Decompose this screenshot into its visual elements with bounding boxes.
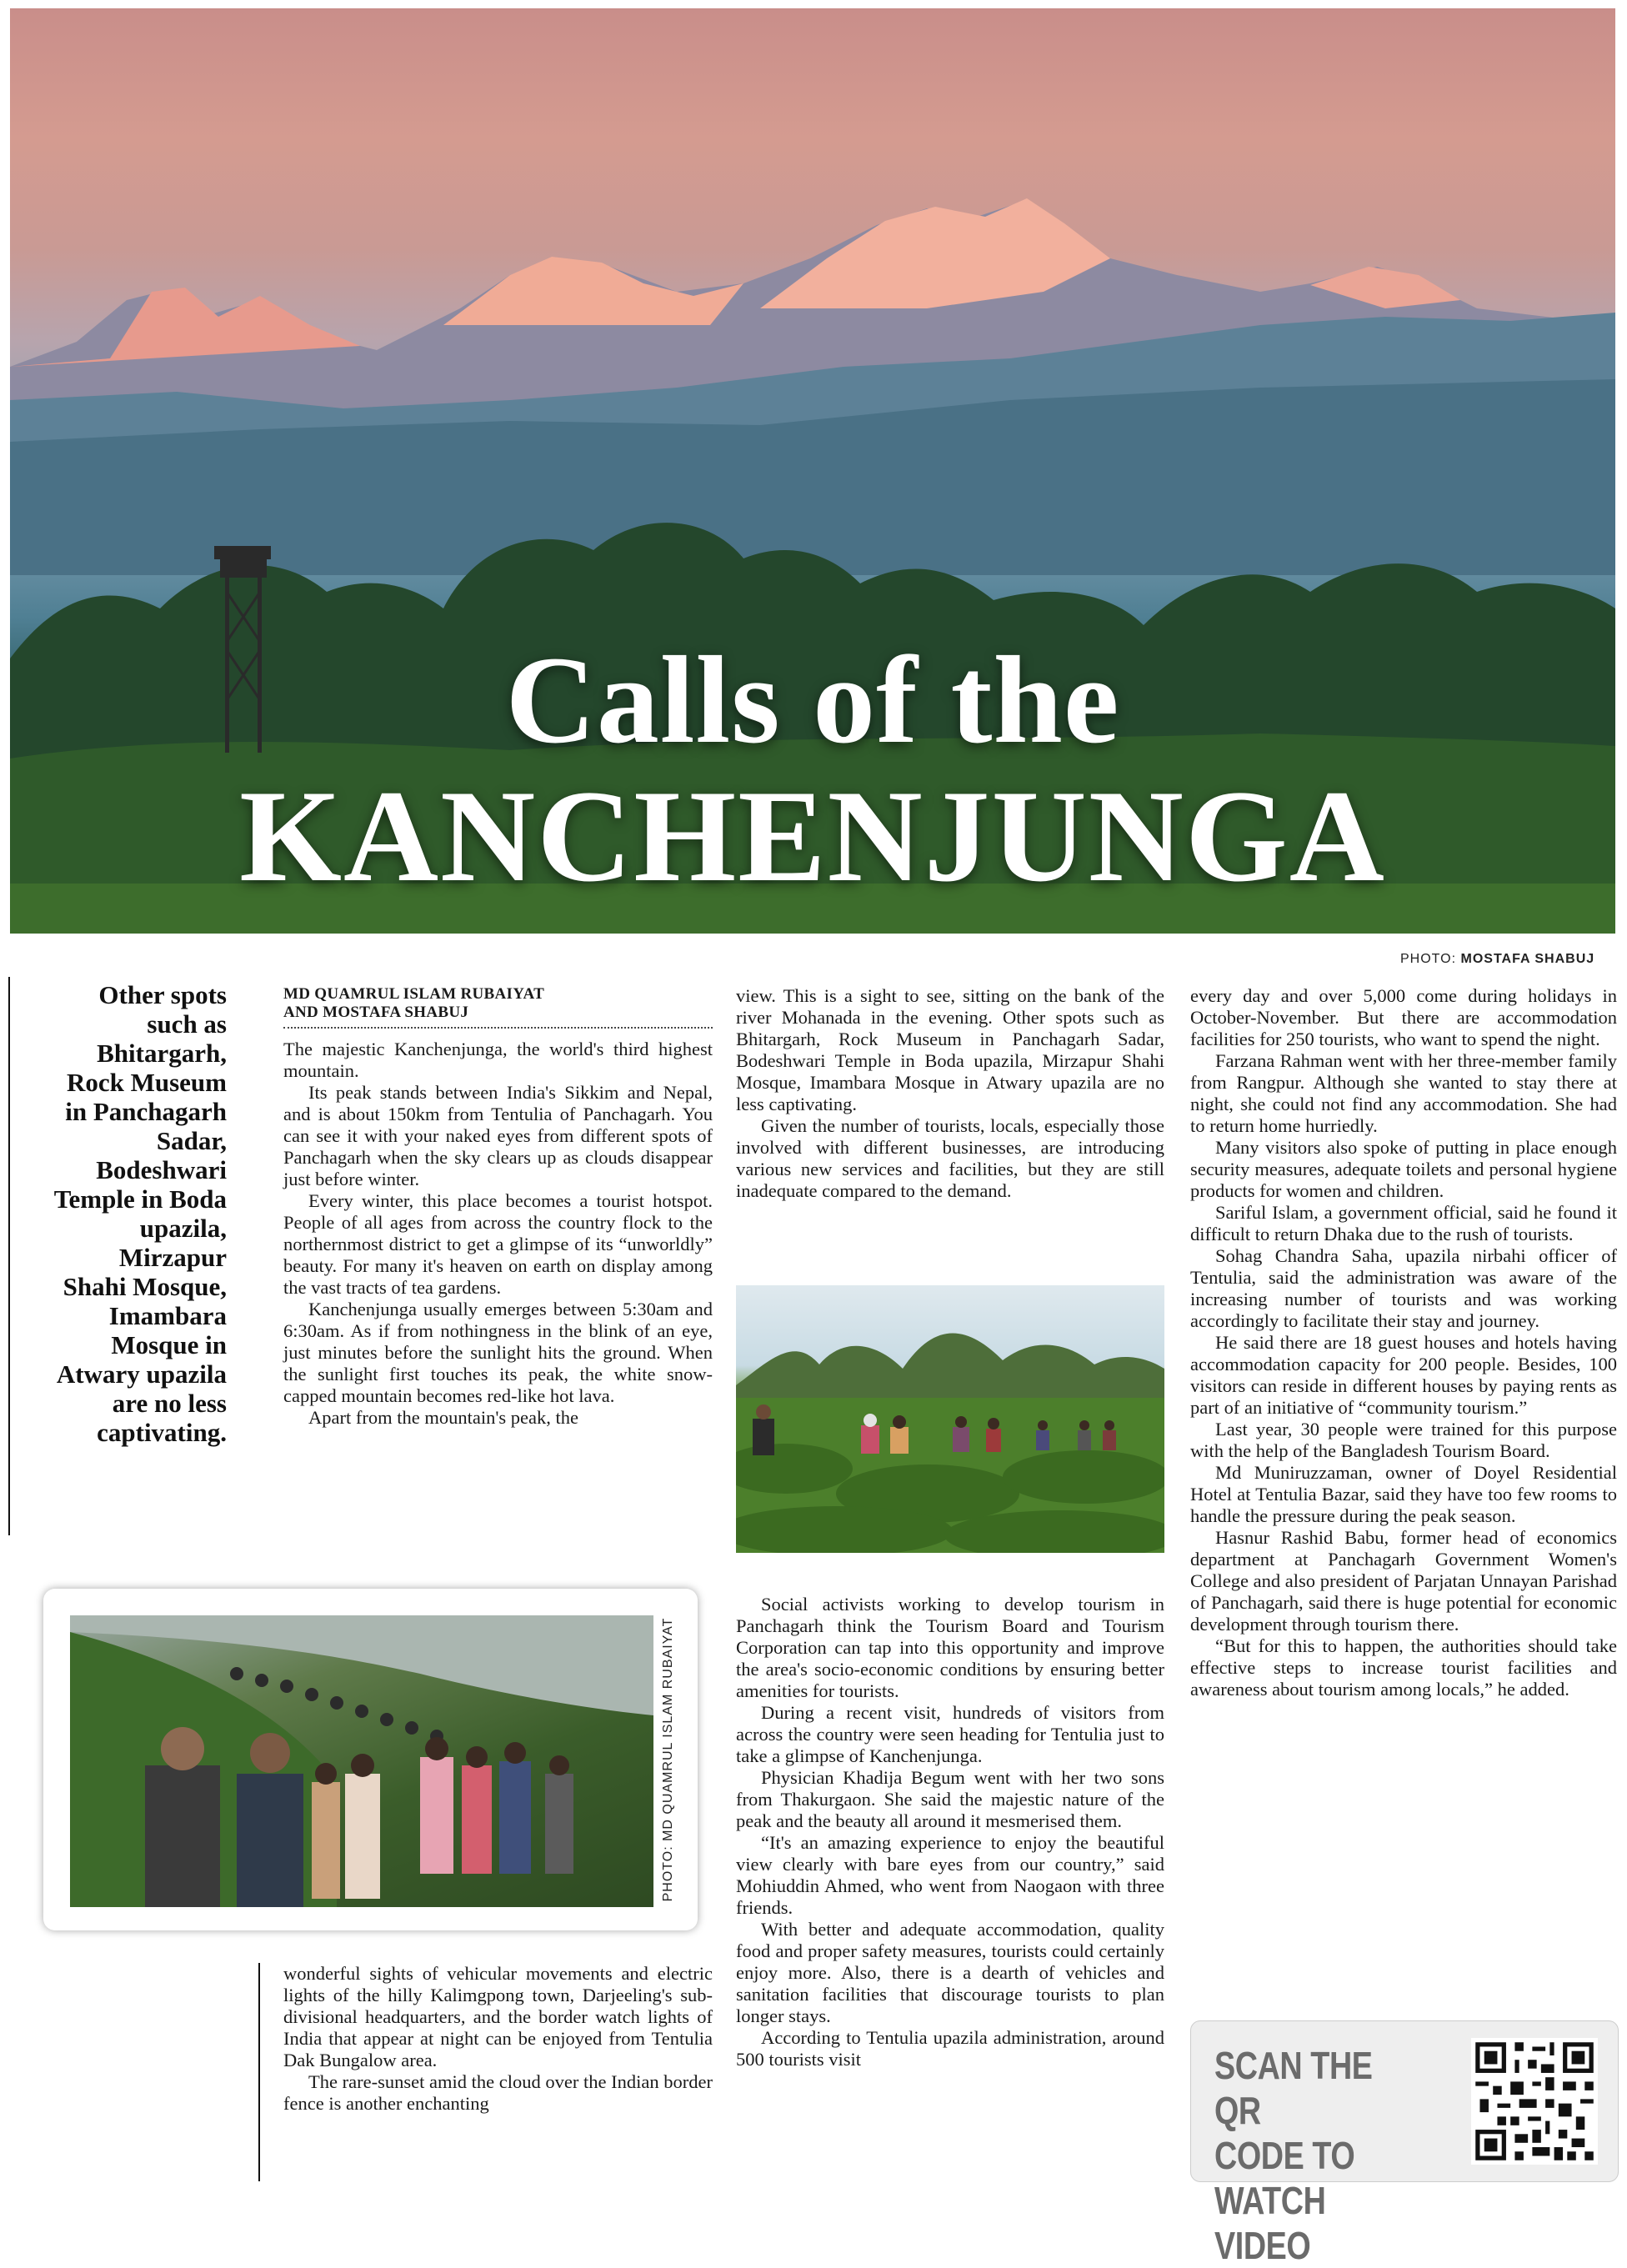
byline-line-1: MD QUAMRUL ISLAM RUBAIYAT	[283, 985, 545, 1003]
article-column-1-bottom	[283, 1963, 713, 2115]
paragraph: Sariful Islam, a government official, said he found it difficult to return Dhaka due to the rush of tourists.	[1190, 1202, 1617, 1244]
hero-photo	[10, 8, 1615, 934]
paragraph: With better and adequate accommodation, quality food and proper safety measures, tourists could certainly enjoy more. Also, there is a dearth of vehicles and sanitation facilities that discourage tourists to plan longer stays.	[736, 1919, 1164, 2026]
paragraph: view. This is a sight to see, sitting on the bank of the river Mohanada in the evening. Other spots such as Bhitargarh, Rock Museum in Panchagarh Sadar, Bodeshwari Temple in Boda upazila, Mirzapur Shahi Mosque, Imambara Mosque in Atwary upazila are no less captivating.	[736, 985, 1164, 1114]
paragraph: Hasnur Rashid Babu, former head of economics department at Panchagarh Government Women's College and also president of Parjatan Unnayan Parishad of Panchagarh, said there is huge potential for economic development through tourism there.	[1190, 1527, 1617, 1635]
paragraph: Apart from the mountain's peak, the	[308, 1407, 578, 1428]
pullquote: Other spots such as Bhitargarh, Rock Museum in Panchagarh Sadar, Bodeshwari Temple in Boda upazila, Mirzapur Shahi Mosque, Imambara Mosque in Atwary upazila are no less captivating.	[53, 980, 227, 1447]
qr-text-line-1: SCAN THE QR	[1214, 2044, 1373, 2132]
paragraph: During a recent visit, hundreds of visitors from across the country were seen heading for Tentulia just to take a glimpse of Kanchenjunga.	[736, 1702, 1164, 1766]
byline	[283, 985, 713, 1029]
credit-prefix: PHOTO:	[1400, 952, 1457, 966]
paragraph: Social activists working to develop tourism in Panchagarh think the Tourism Board and Tourism Corporation can tap into this opportunity and improve the area's socio-economic conditions by ensuring better amenities for tourists.	[736, 1594, 1164, 1701]
qr-callout-text	[1214, 2043, 1419, 2268]
tea-garden-photo	[736, 1285, 1164, 1553]
qr-code-icon[interactable]	[1471, 2038, 1598, 2165]
paragraph: The majestic Kanchenjunga, the world's third highest mountain.	[283, 1039, 713, 1081]
paragraph: Given the number of tourists, locals, especially those involved with different businesses, are introducing various new services and facilities, but they are still inadequate compared to the demand.	[736, 1115, 1164, 1201]
credit-name: MOSTAFA SHABUJ	[1460, 952, 1595, 966]
paragraph: “It's an amazing experience to enjoy the beautiful view clearly with bare eyes from our country,” said Mohiuddin Ahmed, who went from Naogaon with three friends.	[736, 1832, 1164, 1918]
pullquote-rule	[8, 977, 10, 1535]
paragraph: He said there are 18 guest houses and hotels having accommodation capacity for 200 people. Besides, 100 visitors can reside in different houses by paying rents as part of an initiative of “community tourism.”	[1190, 1332, 1617, 1418]
paragraph: Physician Khadija Begum went with her two sons from Thakurgaon. She said the majestic nature of the peak and the beauty all around it mesmerised them.	[736, 1767, 1164, 1831]
qr-callout[interactable]	[1190, 2020, 1619, 2267]
paragraph: Farzana Rahman went with her three-member family from Rangpur. Although she wanted to stay there at night, she could not find any accommodation. She had to return home hurriedly.	[1190, 1050, 1617, 1136]
paragraph: “But for this to happen, the authorities should take effective steps to increase tourist facilities and awareness about tourism among locals,” he added.	[1190, 1635, 1617, 1700]
paragraph: Sohag Chandra Saha, upazila nirbahi officer of Tentulia, said the administration was aware of the increasing number of tourists and was working accordingly to facilitate their stay and journey.	[1190, 1245, 1617, 1331]
qr-text-line-3: VIDEO	[1214, 2224, 1311, 2267]
crowd-photo-credit	[652, 1614, 685, 1905]
headline-line-2: KANCHENJUNGA	[239, 764, 1386, 909]
crowd-photo-credit-text: PHOTO: MD QUAMRUL ISLAM RUBAIYAT	[661, 1617, 675, 1902]
paragraph: wonderful sights of vehicular movements and electric lights of the hilly Kalimgpong town, Darjeeling's sub-divisional headquarters, and the border watch lights of India that appear at night can be enjoyed from Tentulia Dak Bungalow area.	[283, 1963, 713, 2070]
crowd-photo	[70, 1615, 653, 1907]
qr-text-line-2: CODE TO WATCH	[1214, 2134, 1355, 2222]
column-1-bottom-rule	[258, 1963, 260, 2181]
article-column-2-top	[736, 985, 1164, 1202]
hero-photo-credit	[1400, 952, 1594, 967]
paragraph: Many visitors also spoke of putting in place enough security measures, adequate toilets and personal hygiene products for women and children.	[1190, 1137, 1617, 1201]
paragraph: Last year, 30 people were trained for this purpose with the help of the Bangladesh Tourism Board.	[1190, 1419, 1617, 1461]
paragraph: According to Tentulia upazila administration, around 500 tourists visit	[736, 2027, 1164, 2070]
crowd-photo-frame	[43, 1589, 698, 1930]
paragraph: Kanchenjunga usually emerges between 5:30am and 6:30am. As if from nothingness in the blink of an eye, just minutes before the sunlight hits the ground. When the sunlight first touches its peak, the white snow-capped mountain becomes red-like hot lava.	[283, 1299, 713, 1406]
article-column-2-bottom	[736, 1594, 1164, 2070]
paragraph: Md Muniruzzaman, owner of Doyel Residential Hotel at Tentulia Bazar, said they have too few rooms to handle the pressure during the peak season.	[1190, 1462, 1617, 1526]
article-column-1-top	[283, 985, 713, 1429]
paragraph: The rare-sunset amid the cloud over the Indian border fence is another enchanting	[283, 2071, 713, 2114]
article-column-3	[1190, 985, 1617, 1700]
crowd-illustration	[70, 1615, 653, 1907]
headline-line-1: Calls of the	[505, 631, 1120, 769]
tea-garden-illustration	[736, 1285, 1164, 1553]
paragraph: Its peak stands between India's Sikkim and Nepal, and is about 150km from Tentulia of Panchagarh. You can see it with your naked eyes from different spots of Panchagarh when the sky clears up as clouds disappear just before winter.	[283, 1082, 713, 1189]
paragraph: every day and over 5,000 come during holidays in October-November. But there are accommodation facilities for 250 tourists, who want to spend the night.	[1190, 985, 1617, 1049]
byline-line-2: AND MOSTAFA SHABUJ	[283, 1004, 469, 1021]
paragraph: Every winter, this place becomes a tourist hotspot. People of all ages from across the country flock to the northernmost district to get a glimpse of its “unworldly” beauty. For many it's heaven on earth on display among the vast tracts of tea gardens.	[283, 1190, 713, 1298]
